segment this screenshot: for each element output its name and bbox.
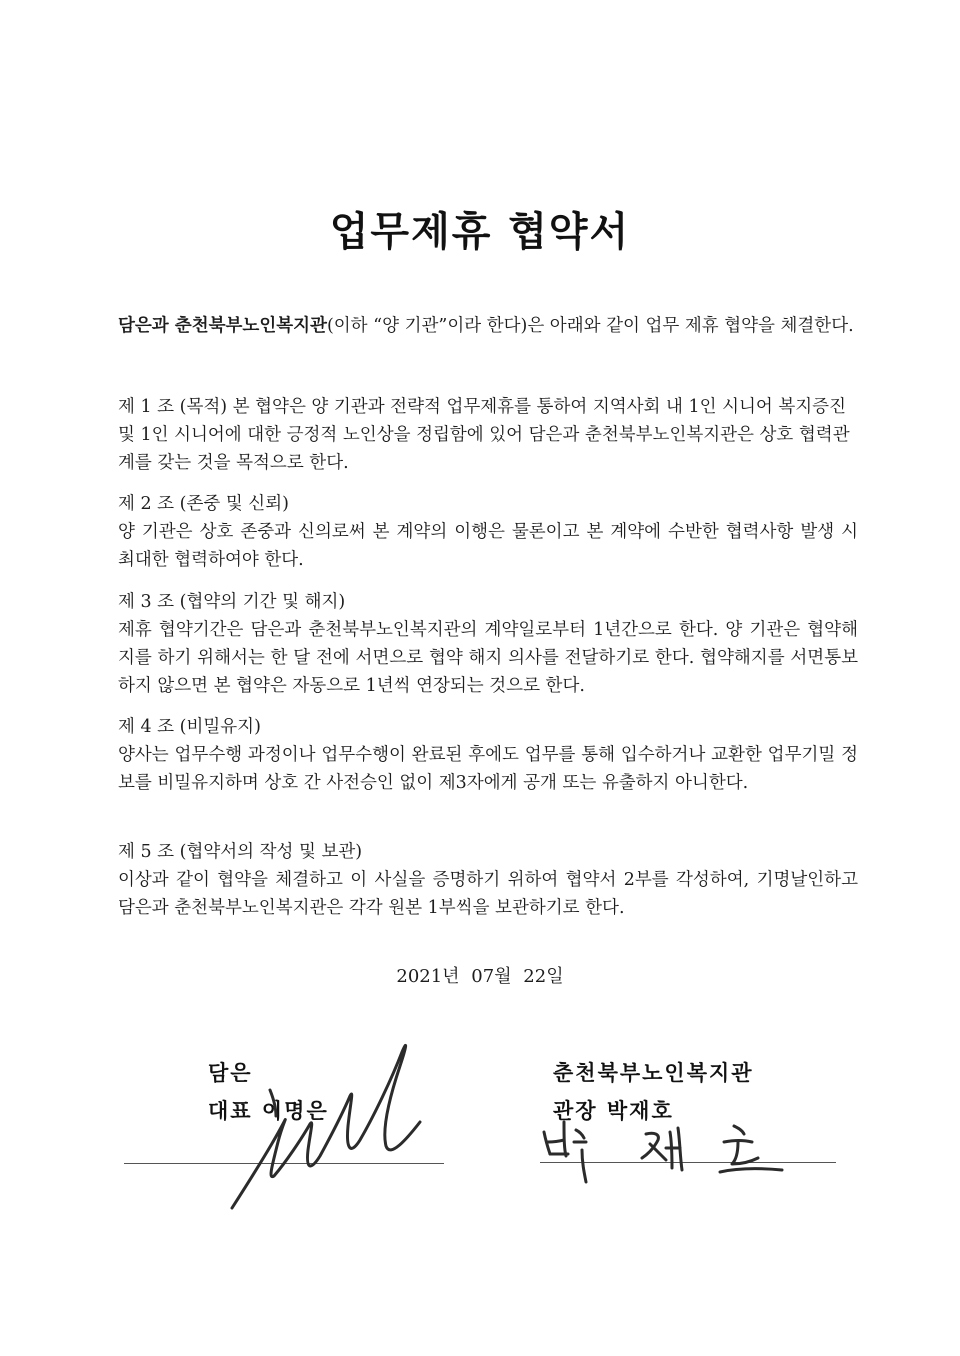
right-signatory-org: 춘천북부노인복지관: [553, 1061, 754, 1085]
left-signatory-rep: 대표 이명은: [208, 1099, 329, 1123]
intro-paragraph: [118, 312, 858, 340]
article-5: [118, 838, 858, 922]
article-3: [118, 588, 858, 700]
article-3-text: 제휴 협약기간은 담은과 춘천북부노인복지관의 계약일로부터 1년간으로 한다. 양 기관은 협약해지를 하기 위해서는 한 달 전에 서면으로 협약 해지 의사를 전달하기로 한다. 협약해지를 서면통보하지 않으면 본 협약은 자동으로 1년씩 연장되는 것으로 한다.: [118, 620, 858, 696]
article-1: [118, 393, 858, 477]
article-4-heading: 제 4 조 (비밀유지): [118, 717, 261, 737]
left-signatory-org: 담은: [208, 1061, 253, 1085]
article-1-text: 본 협약은 양 기관과 전략적 업무제휴를 통하여 지역사회 내 1인 시니어 복지증진 및 1인 시니어에 대한 긍정적 노인상을 정립함에 있어 담은과 춘천북부노인복지관은 상호 협력관계를 갖는 것을 목적으로 한다.: [118, 397, 850, 473]
article-4: [118, 713, 858, 797]
article-1-heading: 제 1 조 (목적): [118, 397, 228, 417]
agreement-date: 2021년 07월 22일: [396, 966, 564, 987]
article-2-heading: 제 2 조 (존중 및 신뢰): [118, 494, 289, 514]
right-handwritten-signature: [538, 1112, 788, 1192]
left-handwritten-signature: [210, 1030, 430, 1215]
document-title: 업무제휴 협약서: [329, 209, 631, 255]
article-3-heading: 제 3 조 (협약의 기간 및 해지): [118, 592, 346, 612]
right-signatory-rep: 관장 박재호: [553, 1099, 674, 1123]
article-5-heading: 제 5 조 (협약서의 작성 및 보관): [118, 842, 363, 862]
intro-parties: 담은과 춘천북부노인복지관: [118, 316, 327, 336]
article-5-text: 이상과 같이 협약을 체결하고 이 사실을 증명하기 위하여 협약서 2부를 각성하여, 기명날인하고 담은과 춘천북부노인복지관은 각각 원본 1부씩을 보관하기로 한다.: [118, 870, 858, 918]
article-2-text: 양 기관은 상호 존중과 신의로써 본 계약의 이행은 물론이고 본 계약에 수반한 협력사항 발생 시 최대한 협력하여야 한다.: [118, 522, 858, 570]
intro-text: (이하 “양 기관”이라 한다)은 아래와 같이 업무 제휴 협약을 체결한다.: [326, 316, 854, 336]
article-4-text: 양사는 업무수행 과정이나 업무수행이 완료된 후에도 업무를 통해 입수하거나 교환한 업무기밀 정보를 비밀유지하며 상호 간 사전승인 없이 제3자에게 공개 또는 유출하지 아니한다.: [118, 745, 858, 793]
article-2: [118, 490, 858, 574]
